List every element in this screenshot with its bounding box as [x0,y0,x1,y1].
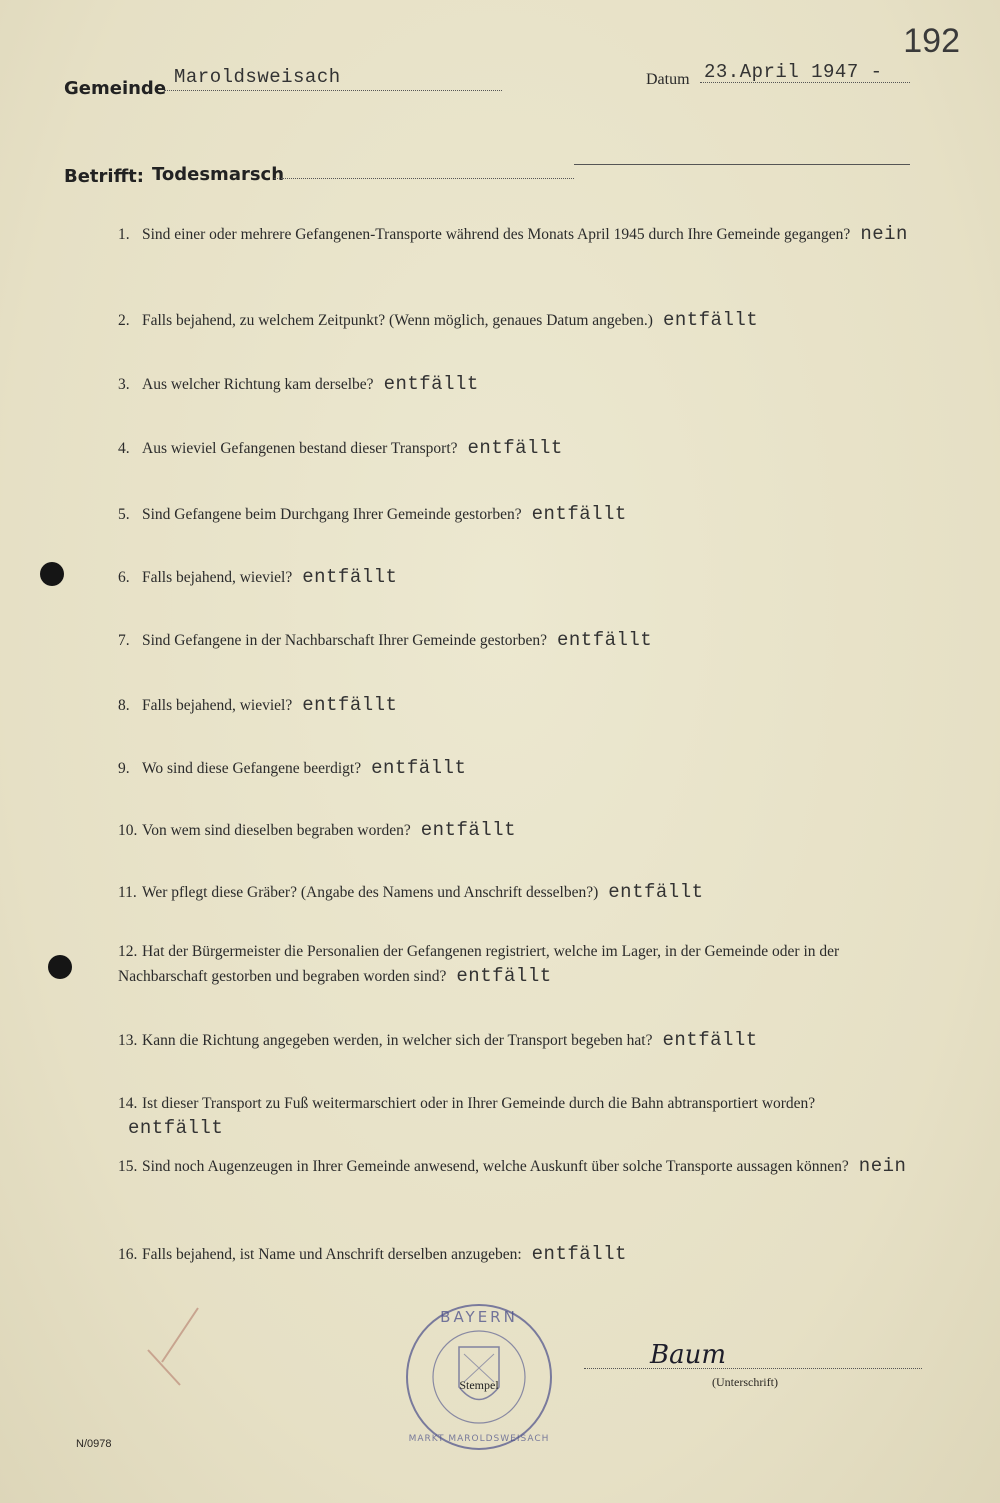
question-5 [118,502,918,527]
question-number: 15. [118,1158,138,1175]
question-number: 7. [118,632,130,649]
punch-hole-top [40,562,64,586]
question-16 [118,1242,918,1267]
answer: entfällt [128,1117,224,1139]
gemeinde-line [164,90,502,91]
question-number: 12. [118,943,138,960]
betrifft-value: Todesmarsch [152,164,285,185]
question-number: 11. [118,884,137,901]
question-2 [118,308,918,333]
question-8 [118,693,918,718]
question-4 [118,436,918,461]
question-text: Sind Gefangene beim Durchgang Ihrer Gemeinde gestorben? [142,506,522,523]
question-text: Falls bejahend, ist Name und Anschrift derselben anzugeben: [142,1246,522,1263]
stamp-ring-text: MARKT MAROLDSWEISACH [408,1434,550,1444]
datum-value: 23.April 1947 - [704,61,883,83]
answer: entfällt [420,819,516,841]
answer: entfällt [531,503,627,525]
question-number: 2. [118,312,130,329]
official-stamp [404,1302,554,1452]
question-7 [118,628,918,653]
question-text: Sind noch Augenzeugen in Ihrer Gemeinde anwesend, welche Auskunft über solche Transporte aussagen können? [142,1158,849,1175]
answer: entfällt [467,437,563,459]
betrifft-line-solid [574,164,910,165]
question-15 [118,1154,918,1179]
question-text: Wer pflegt diese Gräber? (Angabe des Namens und Anschrift desselben?) [142,884,599,901]
signature-label: (Unterschrift) [712,1375,778,1389]
answer: entfällt [383,373,479,395]
answer: entfällt [371,757,467,779]
answer: nein [858,1155,907,1177]
question-text: Aus wieviel Gefangenen bestand dieser Transport? [142,440,458,457]
question-11 [118,880,918,905]
punch-hole-bottom [48,955,72,979]
gemeinde-label: Gemeinde [64,78,167,99]
question-text: Von wem sind dieselben begraben worden? [142,822,411,839]
question-number: 4. [118,440,130,457]
page-number: 192 [903,22,960,60]
question-12 [118,940,918,989]
stamp-top-text: BAYERN [440,1308,518,1326]
answer: entfällt [662,1029,758,1051]
question-text: Falls bejahend, wieviel? [142,569,293,586]
question-6 [118,565,918,590]
pencil-check-mark [140,1300,210,1410]
question-number: 10. [118,822,138,839]
question-text: Hat der Bürgermeister die Personalien der Gefangenen registriert, welche im Lager, in der Gemeinde oder in der Nachbarschaft gestorben und begraben worden sind? [118,943,840,985]
answer: entfällt [302,566,398,588]
question-9 [118,756,918,781]
datum-label: Datum [646,71,690,88]
answer: entfällt [556,629,653,651]
question-10 [118,818,918,843]
betrifft-label: Betrifft: [64,166,144,187]
betrifft-line [274,178,574,179]
answer: entfällt [456,965,552,987]
question-number: 6. [118,569,130,586]
answer: entfällt [531,1243,627,1265]
question-text: Falls bejahend, wieviel? [142,697,293,714]
answer: entfällt [608,881,704,903]
question-text: Ist dieser Transport zu Fuß weitermarschiert oder in Ihrer Gemeinde durch die Bahn abtransportiert worden? [142,1095,816,1112]
question-number: 16. [118,1246,138,1263]
question-number: 8. [118,697,130,714]
question-text: Sind einer oder mehrere Gefangenen-Transporte während des Monats April 1945 durch Ihre Gemeinde gegangen? [142,226,851,243]
stamp-center-text: Stempel [459,1378,499,1392]
question-3 [118,372,918,397]
question-text: Falls bejahend, zu welchem Zeitpunkt? (Wenn möglich, genaues Datum angeben.) [142,312,653,329]
answer: entfällt [662,309,759,331]
question-text: Aus welcher Richtung kam derselbe? [142,376,374,393]
question-number: 13. [118,1032,138,1049]
question-number: 14. [118,1095,138,1112]
question-1 [118,222,918,247]
signature-line [584,1368,922,1369]
gemeinde-value: Maroldsweisach [174,66,341,88]
question-text: Kann die Richtung angegeben werden, in welcher sich der Transport begeben hat? [142,1032,653,1049]
answer: entfällt [302,694,398,716]
question-number: 3. [118,376,130,393]
question-14 [118,1092,918,1141]
question-number: 1. [118,226,130,243]
form-code: N/0978 [76,1438,112,1450]
question-13 [118,1028,918,1053]
signature: Baum [650,1340,727,1370]
question-number: 5. [118,506,130,523]
question-text: Sind Gefangene in der Nachbarschaft Ihrer Gemeinde gestorben? [142,632,547,649]
question-number: 9. [118,760,130,777]
answer: nein [860,223,908,245]
question-text: Wo sind diese Gefangene beerdigt? [142,760,362,777]
